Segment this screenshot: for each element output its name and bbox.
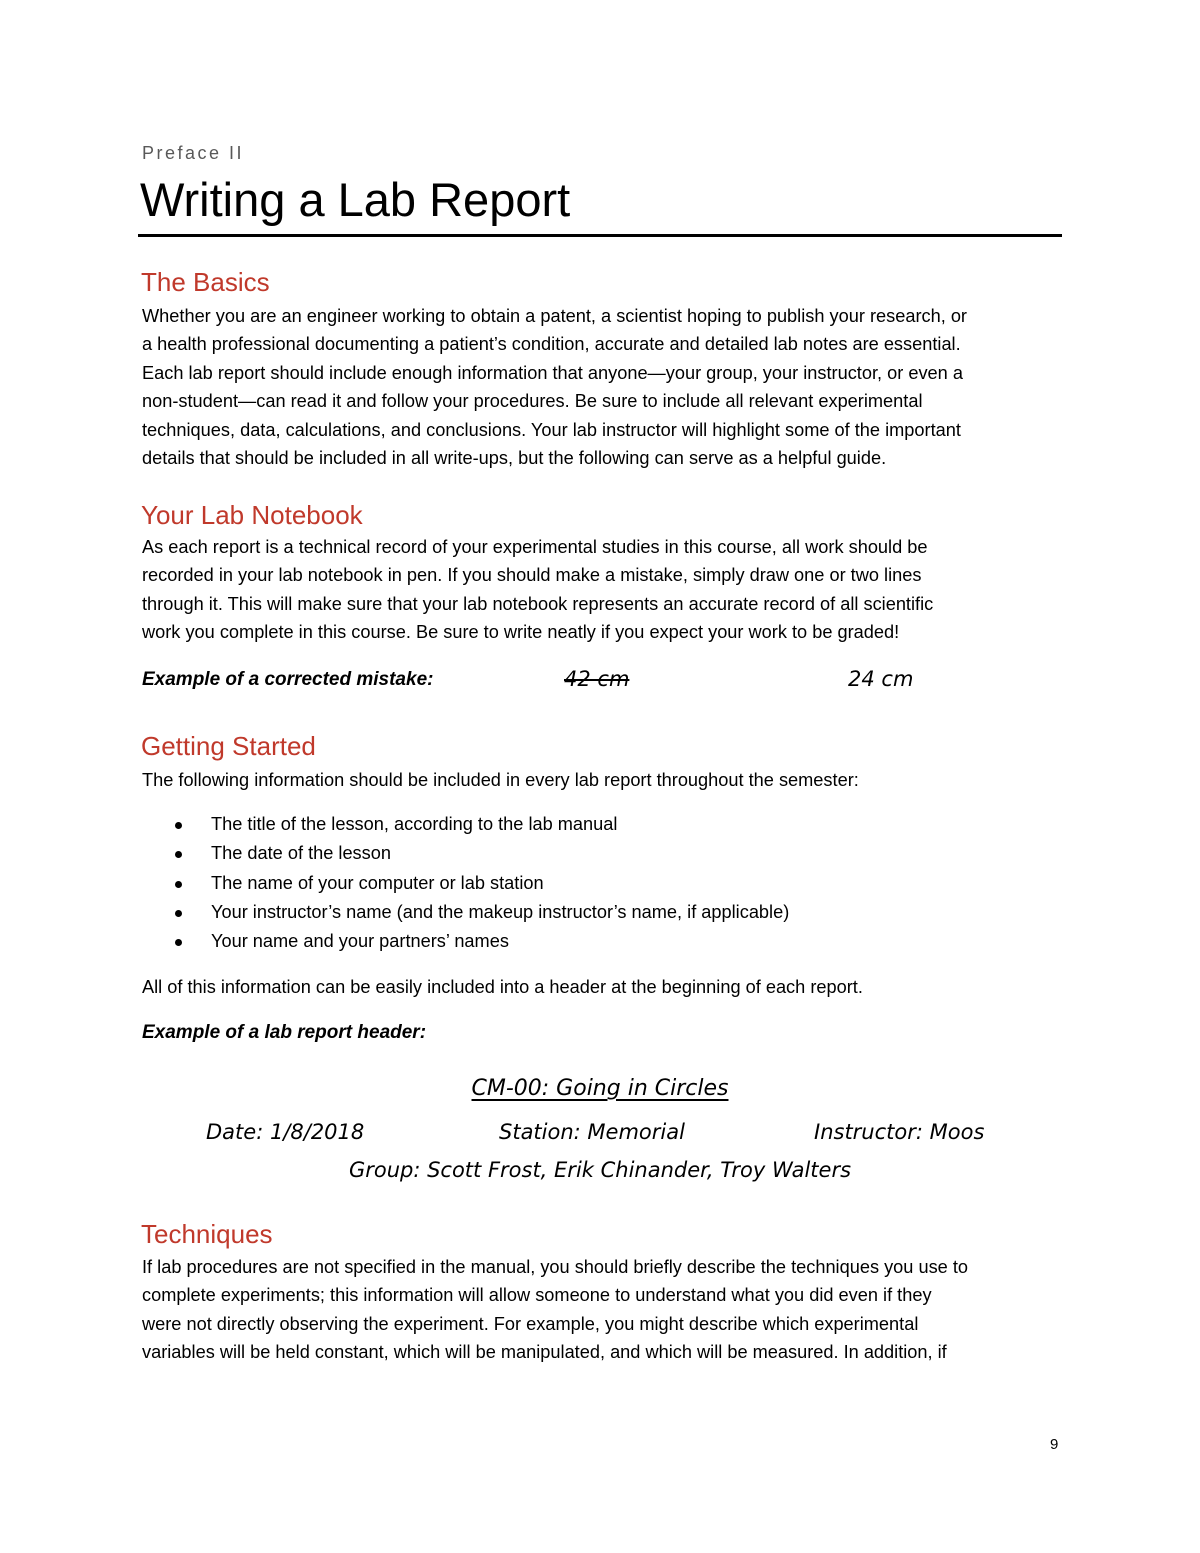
notebook-paragraph — [142, 533, 1072, 647]
preface-label: Preface II — [142, 143, 245, 163]
page-title: Writing a Lab Report — [140, 173, 571, 226]
required-info-list — [172, 810, 789, 956]
list-item: Your name and your partners’ names — [172, 927, 789, 956]
paragraph-line: were not directly observing the experiment. For example, you might describe which experimental — [142, 1313, 919, 1334]
list-item: The date of the lesson — [172, 839, 789, 868]
list-item: Your instructor’s name (and the makeup instructor’s name, if applicable) — [172, 898, 789, 927]
crossed-out-value: 42 cm — [564, 667, 630, 691]
corrected-mistake-label: Example of a corrected mistake: — [142, 669, 434, 690]
paragraph-line: If lab procedures are not specified in the manual, you should briefly describe the techniques you use to — [142, 1257, 969, 1277]
heading-getting-started: Getting Started — [141, 731, 316, 761]
example-header-date: Date: 1/8/2018 — [206, 1120, 365, 1144]
paragraph-line: details that should be included in all write-ups, but the following can serve as a helpful guide. — [142, 448, 887, 469]
example-header-instructor: Instructor: Moos — [814, 1120, 985, 1144]
list-item: The name of your computer or lab station — [172, 869, 789, 898]
example-header-title: CM-00: Going in Circles — [471, 1076, 729, 1101]
example-header-station: Station: Memorial — [499, 1120, 685, 1144]
heading-your-lab-notebook: Your Lab Notebook — [141, 500, 363, 530]
paragraph-line: non-student—can read it and follow your procedures. Be sure to include all relevant experimental — [142, 391, 923, 412]
paragraph-line: through it. This will make sure that your lab notebook represents an accurate record of all scientific — [142, 593, 934, 614]
paragraph-line: complete experiments; this information will allow someone to understand what you did even if they — [142, 1285, 932, 1306]
heading-the-basics: The Basics — [141, 267, 270, 297]
example-header-group: Group: Scott Frost, Erik Chinander, Troy Walters — [348, 1158, 852, 1182]
techniques-paragraph — [142, 1253, 1072, 1367]
paragraph-line: techniques, data, calculations, and conclusions. Your lab instructor will highlight some of the important — [142, 419, 961, 440]
paragraph-line: As each report is a technical record of your experimental studies in this course, all work should be — [142, 537, 928, 557]
getting-started-intro: The following information should be included in every lab report throughout the semester: — [142, 770, 859, 790]
paragraph-line: Whether you are an engineer working to obtain a patent, a scientist hoping to publish your research, or — [142, 306, 967, 326]
getting-started-outro: All of this information can be easily included into a header at the beginning of each report. — [142, 977, 863, 997]
paragraph-line: work you complete in this course. Be sure to write neatly if you expect your work to be graded! — [142, 622, 900, 643]
basics-paragraph — [142, 302, 1072, 472]
heading-techniques: Techniques — [141, 1219, 273, 1249]
paragraph-line: Each lab report should include enough information that anyone—your group, your instructor, or even a — [142, 362, 963, 383]
list-item: The title of the lesson, according to the lab manual — [172, 810, 789, 839]
page-number: 9 — [1050, 1436, 1059, 1453]
paragraph-line: variables will be held constant, which will be manipulated, and which will be measured. In addition, if — [142, 1342, 947, 1363]
corrected-value: 24 cm — [848, 667, 914, 691]
title-underline-divider — [138, 234, 1062, 237]
header-example-label: Example of a lab report header: — [142, 1022, 427, 1043]
paragraph-line: recorded in your lab notebook in pen. If you should make a mistake, simply draw one or two lines — [142, 565, 922, 586]
paragraph-line: a health professional documenting a patient’s condition, accurate and detailed lab notes are essential. — [142, 334, 961, 355]
